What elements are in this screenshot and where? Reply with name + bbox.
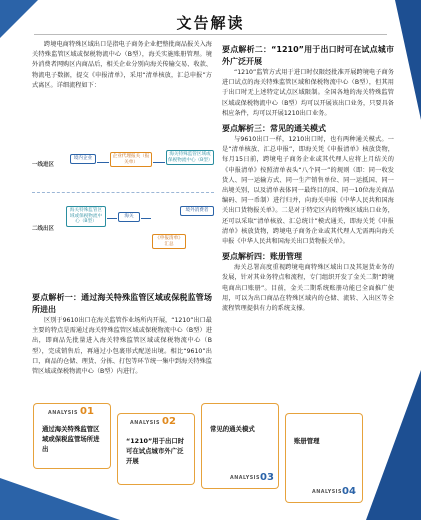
- paragraph-analysis-1: 区别于9610出口在海关监管作业场所内开展，“1210”出口最主要的特点是需通过海关特殊监管区域或保税物流中心（B型）进出，即商品先批量进入海关特殊监管区域或保税物流中心（B型），完成销售后，再通过小包裹形式配送出境。相比“9610”出口，商品的仓储、理货、分拣、打包等环节统一集中到海关特殊监管区域或保税物流中心（B型）内进行。: [32, 317, 212, 376]
- heading-analysis-1: 要点解析一：通过海关特殊监管区域或保税监管场所进出: [32, 293, 212, 314]
- card-analysis-1: [34, 404, 110, 468]
- diagram-arrow: [153, 162, 165, 163]
- right-column: [222, 40, 394, 314]
- intro-paragraph: 跨境电商特殊区域出口是指电子商务企业把整批商品报关入海关特殊监管区域或保税物流中心（B型），海关实施账册管理。境外消费者网购区内商品后，相关企业分别向海关传输交易、收款、物流电子数据，提交《申报清单》，采用“清单核放，汇总申报”方式离区。详细流程如下：: [32, 41, 212, 89]
- diagram-node-customs-declaration: 企业代理报关（报关单）: [110, 152, 152, 167]
- summary-cards: [34, 400, 374, 510]
- card-analysis-3: [202, 404, 278, 488]
- diagram-node-domestic-enterprise: 境内企业: [70, 154, 96, 164]
- card-tag: ANALYSIS: [230, 476, 260, 481]
- diagram-node-declaration-list: 《申报清单》汇总: [152, 234, 186, 249]
- diagram-node-bonded-zone: 海关特殊监管区域或保税物流中心（B型）: [166, 150, 214, 165]
- card-number: 02: [162, 416, 176, 427]
- card-tag: ANALYSIS: [312, 490, 342, 495]
- diagram-row1-label: 一线进区: [32, 162, 55, 168]
- card-number: 01: [80, 406, 94, 417]
- diagram-node-bonded-zone-out: 海关特殊监管区域或保税物流中心（B型）: [66, 206, 106, 227]
- diagram-row2-label: 二线出区: [32, 226, 55, 232]
- card-number: 04: [342, 486, 356, 497]
- title-divider: [34, 34, 387, 35]
- card-tag: ANALYSIS: [130, 421, 160, 426]
- diagram-separator: [32, 192, 214, 193]
- paragraph-analysis-2: “1210”监管方式用于进口时仅限经批准开展跨境电子商务进口试点的海关特殊监管区域和保税物流中心（B型），但其用于出口时无上述特定试点区域限制。全国各地的海关特殊监管区域或保税物流中心（B型）均可以开展该出口业务，只要具备相应条件，均可以开展1210出口业务。: [222, 69, 394, 117]
- card-tag: ANALYSIS: [48, 411, 78, 416]
- corner-decoration-bottom-right: [366, 370, 421, 520]
- page-title: 文告解读: [176, 14, 245, 32]
- left-column-lower: [32, 288, 212, 377]
- paragraph-analysis-3: 与9610出口一样，1210出口时，也有两种通关模式。一是“清单核放、汇总申报”，即海关凭《申报清单》核放货物，每月15日前，跨境电子商务企业或其代理人应将上月结关的《申报清单》按照清单表头“八个同一”的规则（即：同一收发货人、同一运输方式、同一生产销售单位、同一运抵国、同一出境关别，以及清单表体同一最终目的国、同一10位海关商品编码、同一币制）进行归并，向海关申报《中华人民共和国海关出口货物报关单》。二是对于特定区内的特殊区域出口业务，还可以采取“清单核放、汇总统计”模式通关，即海关凭《申报清单》核放货物，跨境电子商务企业或其代理人无需再向海关申报《中华人民共和国海关出口货物报关单》。: [222, 136, 394, 246]
- card-text: 账册管理: [294, 437, 320, 445]
- paragraph-analysis-4: 海关总署高度重视跨境电商特殊区域出口及其退货业务的发展，针对其业务特点和流程，专门组织开发了金关二期“跨境电商出口账册”。目前，金关二期系统账册功能已全面推广使用，可以为出口商品在特殊区域内的仓储、流转、入出区等全流程管理提供有力的系统支撑。: [222, 264, 394, 313]
- card-analysis-2: [118, 414, 194, 484]
- card-text: “1210”用于出口时可在试点城市外广泛开展: [126, 437, 185, 465]
- diagram-arrow: [97, 162, 109, 163]
- diagram-node-customs: 海关: [118, 212, 140, 222]
- flow-diagram: [30, 148, 216, 286]
- diagram-arrow: [107, 218, 117, 219]
- card-analysis-4: [286, 414, 362, 502]
- card-text: 通过海关特殊监管区域或保税监管场所进出: [42, 425, 100, 453]
- heading-analysis-4: 要点解析四：账册管理: [222, 252, 302, 262]
- heading-analysis-2: 要点解析二：“1210”用于出口时可在试点城市外广泛开展: [222, 45, 394, 66]
- card-text: 常见的通关模式: [210, 425, 255, 433]
- left-column: [32, 40, 212, 91]
- card-number: 03: [260, 472, 274, 483]
- heading-analysis-3: 要点解析三：常见的通关模式: [222, 124, 326, 134]
- diagram-arrow: [141, 218, 151, 219]
- diagram-node-overseas-consumer: 境外消费者: [180, 206, 214, 216]
